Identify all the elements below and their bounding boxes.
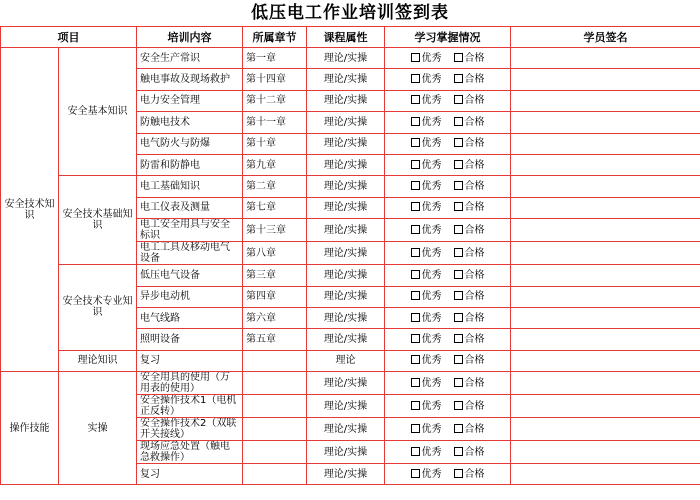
cell-content: 低压电气设备 (137, 265, 243, 286)
checkbox-icon[interactable] (454, 378, 463, 387)
cell-mastery (385, 418, 511, 441)
checkbox-excellent[interactable] (411, 202, 442, 213)
header-project: 项目 (1, 27, 137, 48)
checkbox-label: 合格 (464, 423, 485, 435)
checkbox-label: 优秀 (421, 333, 442, 345)
checkbox-pass[interactable] (454, 181, 485, 192)
checkbox-excellent[interactable] (411, 74, 442, 85)
checkbox-label: 优秀 (421, 138, 442, 150)
cell-signature[interactable] (511, 372, 700, 395)
cell-signature[interactable] (511, 154, 700, 175)
cell-signature[interactable] (511, 329, 700, 350)
cell-content: 安全生产常识 (137, 48, 243, 69)
cell-chapter: 第一章 (243, 48, 307, 69)
cell-mastery (385, 90, 511, 111)
checkbox-pass[interactable] (454, 447, 485, 458)
checkbox-label: 优秀 (421, 159, 442, 171)
cell-signature[interactable] (511, 69, 700, 90)
checkbox-label: 优秀 (421, 423, 442, 435)
checkbox-label: 合格 (464, 269, 485, 281)
cell-attribute: 理论/实操 (307, 176, 385, 197)
cell-mastery (385, 133, 511, 154)
cell-chapter (243, 418, 307, 441)
cell-signature[interactable] (511, 176, 700, 197)
checkbox-label: 合格 (464, 468, 485, 480)
header-mastery: 学习掌握情况 (385, 27, 511, 48)
cell-mastery (385, 307, 511, 328)
cell-content: 安全操作技术2（双联开关接线） (137, 418, 243, 441)
checkbox-pass[interactable] (454, 334, 485, 345)
cell-content: 电气防火与防爆 (137, 133, 243, 154)
cell-signature[interactable] (511, 350, 700, 371)
cell-content: 电工仪表及测量 (137, 197, 243, 218)
cell-content: 防雷和防静电 (137, 154, 243, 175)
cell-mastery (385, 176, 511, 197)
group-operation-skill: 操作技能 (1, 372, 59, 485)
cell-attribute: 理论/实操 (307, 242, 385, 265)
checkbox-excellent[interactable] (411, 291, 442, 302)
checkbox-icon[interactable] (454, 95, 463, 104)
checkbox-icon[interactable] (411, 117, 420, 126)
checkbox-label: 优秀 (421, 468, 442, 480)
cell-signature[interactable] (511, 265, 700, 286)
checkbox-icon[interactable] (411, 138, 420, 147)
cell-attribute: 理论/实操 (307, 112, 385, 133)
checkbox-pass[interactable] (454, 74, 485, 85)
subgroup-tech-pro: 安全技术专业知识 (59, 265, 137, 351)
checkbox-label: 合格 (464, 446, 485, 458)
cell-signature[interactable] (511, 395, 700, 418)
table-row (1, 265, 700, 286)
checkbox-icon[interactable] (454, 225, 463, 234)
checkbox-label: 合格 (464, 377, 485, 389)
checkbox-pass[interactable] (454, 225, 485, 236)
cell-signature[interactable] (511, 441, 700, 464)
checkbox-label: 合格 (464, 52, 485, 64)
cell-mastery (385, 69, 511, 90)
checkbox-icon[interactable] (411, 378, 420, 387)
cell-attribute: 理论/实操 (307, 197, 385, 218)
cell-content: 触电事故及现场救护 (137, 69, 243, 90)
cell-chapter: 第九章 (243, 154, 307, 175)
checkbox-icon[interactable] (454, 160, 463, 169)
table-row (1, 48, 700, 69)
checkbox-pass[interactable] (454, 138, 485, 149)
cell-attribute: 理论/实操 (307, 307, 385, 328)
checkbox-pass[interactable] (454, 355, 485, 366)
cell-signature[interactable] (511, 112, 700, 133)
cell-mastery (385, 329, 511, 350)
checkbox-label: 优秀 (421, 52, 442, 64)
cell-content: 电工工具及移动电气设备 (137, 242, 243, 265)
cell-signature[interactable] (511, 464, 700, 485)
checkbox-icon[interactable] (454, 74, 463, 83)
cell-mastery (385, 219, 511, 242)
cell-signature[interactable] (511, 242, 700, 265)
header-row (1, 27, 700, 48)
cell-mastery (385, 154, 511, 175)
checkbox-label: 优秀 (421, 269, 442, 281)
checkbox-icon[interactable] (411, 225, 420, 234)
checkbox-excellent[interactable] (411, 248, 442, 259)
checkbox-icon[interactable] (411, 202, 420, 211)
checkbox-label: 优秀 (421, 181, 442, 193)
table-row (1, 176, 700, 197)
checkbox-pass[interactable] (454, 270, 485, 281)
cell-mastery (385, 441, 511, 464)
checkbox-label: 优秀 (421, 291, 442, 303)
checkbox-label: 优秀 (421, 247, 442, 259)
cell-attribute: 理论/实操 (307, 395, 385, 418)
cell-chapter: 第十章 (243, 133, 307, 154)
checkbox-label: 合格 (464, 312, 485, 324)
checkbox-pass[interactable] (454, 160, 485, 171)
cell-attribute: 理论/实操 (307, 372, 385, 395)
checkbox-excellent[interactable] (411, 401, 442, 412)
checkbox-pass[interactable] (454, 248, 485, 259)
checkbox-pass[interactable] (454, 313, 485, 324)
cell-chapter: 第十二章 (243, 90, 307, 111)
cell-chapter: 第七章 (243, 197, 307, 218)
cell-chapter: 第五章 (243, 329, 307, 350)
checkbox-excellent[interactable] (411, 334, 442, 345)
cell-content: 电气线路 (137, 307, 243, 328)
checkbox-excellent[interactable] (411, 424, 442, 435)
cell-mastery (385, 372, 511, 395)
checkbox-icon[interactable] (411, 248, 420, 257)
cell-signature[interactable] (511, 90, 700, 111)
checkbox-icon[interactable] (411, 355, 420, 364)
cell-content: 异步电动机 (137, 286, 243, 307)
cell-mastery (385, 286, 511, 307)
checkbox-icon[interactable] (411, 74, 420, 83)
checkbox-icon[interactable] (454, 424, 463, 433)
checkbox-label: 优秀 (421, 377, 442, 389)
checkbox-label: 合格 (464, 355, 485, 367)
checkbox-label: 合格 (464, 95, 485, 107)
checkbox-pass[interactable] (454, 53, 485, 64)
checkbox-icon[interactable] (411, 270, 420, 279)
checkbox-label: 合格 (464, 247, 485, 259)
cell-content: 复习 (137, 350, 243, 371)
cell-content: 安全用具的使用（万用表的使用） (137, 372, 243, 395)
cell-attribute: 理论/实操 (307, 48, 385, 69)
cell-mastery (385, 112, 511, 133)
cell-attribute: 理论/实操 (307, 219, 385, 242)
subgroup-theory: 理论知识 (59, 350, 137, 371)
checkbox-label: 合格 (464, 400, 485, 412)
cell-content: 电工安全用具与安全标识 (137, 219, 243, 242)
cell-mastery (385, 395, 511, 418)
cell-chapter: 第十一章 (243, 112, 307, 133)
cell-chapter: 第十四章 (243, 69, 307, 90)
checkbox-icon[interactable] (454, 401, 463, 410)
group-safety-knowledge: 安全技术知识 (1, 48, 59, 372)
sign-in-table (0, 26, 700, 485)
header-chapter: 所属章节 (243, 27, 307, 48)
table-row (1, 350, 700, 371)
checkbox-label: 合格 (464, 202, 485, 214)
subgroup-tech-basic: 安全技术基础知识 (59, 176, 137, 265)
checkbox-excellent[interactable] (411, 378, 442, 389)
checkbox-label: 合格 (464, 74, 485, 86)
checkbox-excellent[interactable] (411, 138, 442, 149)
cell-chapter (243, 372, 307, 395)
checkbox-icon[interactable] (454, 291, 463, 300)
cell-signature[interactable] (511, 197, 700, 218)
cell-signature[interactable] (511, 286, 700, 307)
cell-mastery (385, 48, 511, 69)
checkbox-label: 优秀 (421, 224, 442, 236)
cell-attribute: 理论/实操 (307, 69, 385, 90)
checkbox-excellent[interactable] (411, 181, 442, 192)
checkbox-icon[interactable] (454, 202, 463, 211)
cell-signature[interactable] (511, 307, 700, 328)
cell-chapter (243, 464, 307, 485)
checkbox-label: 优秀 (421, 312, 442, 324)
cell-chapter (243, 441, 307, 464)
cell-signature[interactable] (511, 418, 700, 441)
checkbox-icon[interactable] (454, 313, 463, 322)
checkbox-icon[interactable] (411, 53, 420, 62)
cell-attribute: 理论/实操 (307, 441, 385, 464)
checkbox-icon[interactable] (411, 401, 420, 410)
cell-attribute: 理论/实操 (307, 265, 385, 286)
table-row (1, 372, 700, 395)
checkbox-label: 优秀 (421, 74, 442, 86)
checkbox-excellent[interactable] (411, 225, 442, 236)
cell-chapter: 第三章 (243, 265, 307, 286)
checkbox-icon[interactable] (454, 469, 463, 478)
cell-content: 复习 (137, 464, 243, 485)
cell-content: 照明设备 (137, 329, 243, 350)
checkbox-icon[interactable] (411, 313, 420, 322)
checkbox-excellent[interactable] (411, 53, 442, 64)
checkbox-excellent[interactable] (411, 447, 442, 458)
checkbox-icon[interactable] (454, 334, 463, 343)
cell-chapter: 第八章 (243, 242, 307, 265)
checkbox-icon[interactable] (454, 181, 463, 190)
cell-attribute: 理论/实操 (307, 90, 385, 111)
checkbox-excellent[interactable] (411, 313, 442, 324)
cell-signature[interactable] (511, 48, 700, 69)
header-signature: 学员签名 (511, 27, 700, 48)
checkbox-label: 优秀 (421, 400, 442, 412)
cell-mastery (385, 242, 511, 265)
subgroup-practice: 实操 (59, 372, 137, 485)
checkbox-icon[interactable] (454, 447, 463, 456)
cell-chapter (243, 350, 307, 371)
checkbox-pass[interactable] (454, 424, 485, 435)
checkbox-icon[interactable] (454, 270, 463, 279)
checkbox-icon[interactable] (411, 181, 420, 190)
checkbox-label: 合格 (464, 291, 485, 303)
checkbox-label: 合格 (464, 333, 485, 345)
cell-chapter: 第二章 (243, 176, 307, 197)
cell-attribute: 理论 (307, 350, 385, 371)
checkbox-icon[interactable] (454, 138, 463, 147)
checkbox-icon[interactable] (454, 355, 463, 364)
cell-mastery (385, 265, 511, 286)
checkbox-icon[interactable] (411, 447, 420, 456)
checkbox-excellent[interactable] (411, 270, 442, 281)
checkbox-label: 合格 (464, 224, 485, 236)
checkbox-icon[interactable] (454, 117, 463, 126)
cell-signature[interactable] (511, 219, 700, 242)
cell-chapter: 第四章 (243, 286, 307, 307)
checkbox-icon[interactable] (454, 248, 463, 257)
cell-attribute: 理论/实操 (307, 154, 385, 175)
header-attribute: 课程属性 (307, 27, 385, 48)
checkbox-excellent[interactable] (411, 469, 442, 480)
checkbox-icon[interactable] (454, 53, 463, 62)
checkbox-excellent[interactable] (411, 95, 442, 106)
checkbox-label: 合格 (464, 181, 485, 193)
cell-signature[interactable] (511, 133, 700, 154)
checkbox-label: 合格 (464, 159, 485, 171)
checkbox-pass[interactable] (454, 469, 485, 480)
checkbox-pass[interactable] (454, 291, 485, 302)
cell-content: 现场应急处置（触电急救操作） (137, 441, 243, 464)
cell-attribute: 理论/实操 (307, 286, 385, 307)
cell-content: 电力安全管理 (137, 90, 243, 111)
cell-attribute: 理论/实操 (307, 133, 385, 154)
checkbox-label: 优秀 (421, 446, 442, 458)
cell-chapter: 第十三章 (243, 219, 307, 242)
cell-chapter (243, 395, 307, 418)
checkbox-pass[interactable] (454, 95, 485, 106)
cell-content: 防触电技术 (137, 112, 243, 133)
checkbox-excellent[interactable] (411, 160, 442, 171)
header-content: 培训内容 (137, 27, 243, 48)
cell-mastery (385, 350, 511, 371)
cell-chapter: 第六章 (243, 307, 307, 328)
cell-mastery (385, 197, 511, 218)
checkbox-label: 优秀 (421, 202, 442, 214)
checkbox-label: 合格 (464, 116, 485, 128)
checkbox-icon[interactable] (411, 291, 420, 300)
cell-attribute: 理论/实操 (307, 329, 385, 350)
checkbox-icon[interactable] (411, 95, 420, 104)
checkbox-label: 合格 (464, 138, 485, 150)
checkbox-excellent[interactable] (411, 117, 442, 128)
checkbox-label: 优秀 (421, 355, 442, 367)
cell-attribute: 理论/实操 (307, 464, 385, 485)
checkbox-label: 优秀 (421, 95, 442, 107)
checkbox-pass[interactable] (454, 202, 485, 213)
cell-content: 安全操作技术1（电机正反转） (137, 395, 243, 418)
cell-mastery (385, 464, 511, 485)
checkbox-pass[interactable] (454, 117, 485, 128)
subgroup-basic: 安全基本知识 (59, 48, 137, 176)
checkbox-excellent[interactable] (411, 355, 442, 366)
checkbox-icon[interactable] (411, 424, 420, 433)
page-title: 低压电工作业培训签到表 (251, 3, 449, 23)
cell-content: 电工基础知识 (137, 176, 243, 197)
checkbox-icon[interactable] (411, 469, 420, 478)
checkbox-label: 优秀 (421, 116, 442, 128)
checkbox-pass[interactable] (454, 378, 485, 389)
cell-attribute: 理论/实操 (307, 418, 385, 441)
checkbox-pass[interactable] (454, 401, 485, 412)
checkbox-icon[interactable] (411, 160, 420, 169)
checkbox-icon[interactable] (411, 334, 420, 343)
